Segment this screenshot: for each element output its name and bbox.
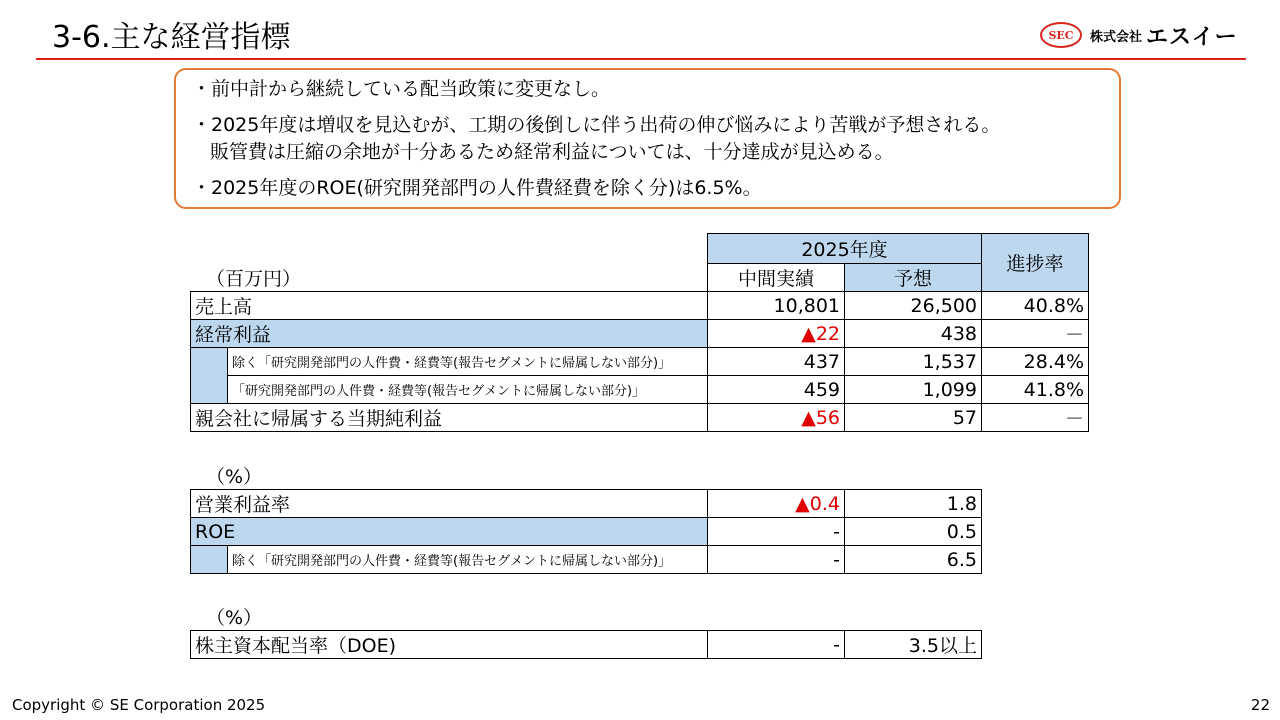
progress-value: － (982, 404, 1089, 432)
interim-value: - (708, 631, 845, 659)
row-label: 売上高 (191, 292, 708, 320)
note-roe: ・2025年度のROE(研究開発部門の人件費経費を除く分)は6.5%。 (192, 177, 762, 199)
interim-value: ▲0.4 (708, 490, 845, 518)
header-forecast: 予想 (845, 264, 982, 292)
note-dividend-policy: ・前中計から継続している配当政策に変更なし。 (192, 78, 611, 100)
table-row (191, 348, 1089, 376)
interim-value: - (708, 518, 845, 546)
table-row (191, 404, 1089, 432)
forecast-value: 1,099 (845, 376, 982, 404)
table1-header (707, 233, 1089, 292)
table1-unit: （百万円） (206, 268, 302, 290)
logo-company-name: エスイー (1146, 24, 1238, 50)
logo-company-prefix: 株式会社 (1090, 29, 1143, 45)
forecast-value: 6.5 (845, 546, 982, 574)
table-row (191, 546, 982, 574)
row-label: 親会社に帰属する当期純利益 (191, 404, 708, 432)
forecast-value: 438 (845, 320, 982, 348)
row-label: 「研究開発部門の人件費・経費等(報告セグメントに帰属しない部分)」 (228, 376, 708, 404)
copyright-text: Copyright © SE Corporation 2025 (12, 696, 266, 714)
financial-results-table (190, 291, 1089, 432)
table-row (191, 631, 982, 659)
interim-value: 459 (708, 376, 845, 404)
interim-value: - (708, 546, 845, 574)
row-label: 営業利益率 (191, 490, 708, 518)
progress-value: － (982, 320, 1089, 348)
table2-unit: （%） (206, 466, 263, 488)
forecast-value: 3.5以上 (845, 631, 982, 659)
header-progress: 進捗率 (982, 234, 1089, 292)
header-year: 2025年度 (708, 234, 982, 264)
row-label: ROE (191, 518, 708, 546)
interim-value: ▲56 (708, 404, 845, 432)
note-sga-outlook: 販管費は圧縮の余地が十分あるため経常利益については、十分達成が見込める。 (210, 141, 894, 163)
table-row (191, 292, 1089, 320)
page-title: 3-6.主な経営指標 (52, 20, 291, 55)
table-row (191, 376, 1089, 404)
forecast-value: 0.5 (845, 518, 982, 546)
forecast-value: 1.8 (845, 490, 982, 518)
interim-value: 437 (708, 348, 845, 376)
title-underline (36, 58, 1246, 60)
indent-cell (191, 546, 228, 574)
company-logo (1040, 20, 1238, 50)
progress-value: 41.8% (982, 376, 1089, 404)
header-interim: 中間実績 (708, 264, 845, 292)
interim-value: 10,801 (708, 292, 845, 320)
table-row (191, 320, 1089, 348)
indent-cell (191, 348, 228, 404)
ratio-table (190, 489, 982, 574)
table-row (191, 490, 982, 518)
row-label: 株主資本配当率（DOE) (191, 631, 708, 659)
doe-table (190, 630, 982, 659)
note-revenue-outlook: ・2025年度は増収を見込むが、工期の後倒しに伴う出荷の伸び悩みにより苦戦が予想される。 (192, 114, 1001, 136)
forecast-value: 26,500 (845, 292, 982, 320)
forecast-value: 1,537 (845, 348, 982, 376)
row-label: 除く「研究開発部門の人件費・経費等(報告セグメントに帰属しない部分)」 (228, 348, 708, 376)
sec-logo-mark: SEC (1040, 22, 1082, 48)
page-number: 22 (1250, 696, 1270, 714)
interim-value: ▲22 (708, 320, 845, 348)
row-label: 経常利益 (191, 320, 708, 348)
table-row (191, 518, 982, 546)
progress-value: 28.4% (982, 348, 1089, 376)
summary-notes-box (174, 68, 1121, 209)
row-label: 除く「研究開発部門の人件費・経費等(報告セグメントに帰属しない部分)」 (228, 546, 708, 574)
table3-unit: （%） (206, 607, 263, 629)
progress-value: 40.8% (982, 292, 1089, 320)
forecast-value: 57 (845, 404, 982, 432)
